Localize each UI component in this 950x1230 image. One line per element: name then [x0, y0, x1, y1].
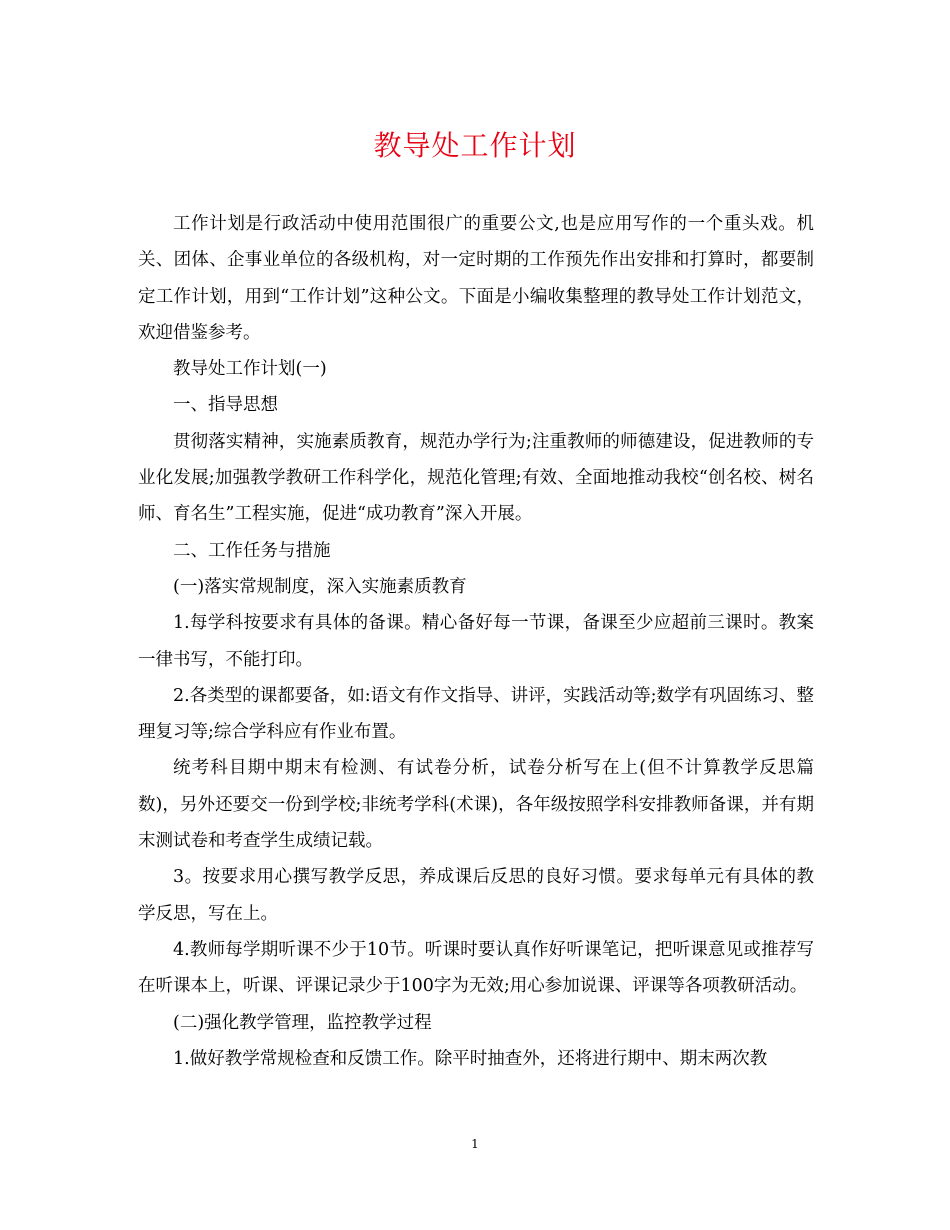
document-body — [138, 206, 814, 1077]
section-heading: 一、指导思想 — [173, 395, 278, 416]
paragraph: 工作计划是行政活动中使用范围很广的重要公文,也是应用写作的一个重头戏。机关、团体、企事业单位的各级机构，对一定时期的工作预先作出安排和打算时，都要制定工作计划，用到“工作计划”这种公文。下面是小编收集整理的教导处工作计划范文，欢迎借鉴参考。 — [138, 214, 814, 343]
subsection-heading: (二)强化教学管理，监控教学过程 — [173, 1012, 432, 1033]
paragraph: 4.教师每学期听课不少于10节。听课时要认真作好听课笔记，把听课意见或推荐写在听课本上，听课、评课记录少于100字为无效;用心参加说课、评课等各项教研活动。 — [138, 939, 814, 997]
page-number: 1 — [471, 1137, 479, 1151]
paragraph: 统考科目期中期末有检测、有试卷分析，试卷分析写在上(但不计算教学反思篇数)，另外还要交一份到学校;非统考学科(术课)，各年级按照学科安排教师备课，并有期末测试卷和考查学生成绩记载。 — [138, 758, 814, 852]
paragraph: 1.每学科按要求有具体的备课。精心备好每一节课，备课至少应超前三课时。教案一律书写，不能打印。 — [138, 613, 814, 670]
section-heading: 教导处工作计划(一) — [173, 359, 327, 380]
paragraph: 贯彻落实精神，实施素质教育，规范办学行为;注重教师的师德建设，促进教师的专业化发展;加强教学教研工作科学化，规范化管理;有效、全面地推动我校“创名校、树名师、育名生”工程实施，促进“成功教育”深入开展。 — [138, 431, 814, 525]
section-heading: 二、工作任务与措施 — [173, 540, 331, 561]
paragraph: 1.做好教学常规检查和反馈工作。除平时抽查外，还将进行期中、期末两次教 — [173, 1048, 768, 1069]
paragraph: 3。按要求用心撰写教学反思，养成课后反思的良好习惯。要求每单元有具体的教学反思，写在上。 — [138, 867, 814, 924]
document-title: 教导处工作计划 — [373, 129, 577, 162]
paragraph: 2.各类型的课都要备，如:语文有作文指导、讲评，实践活动等;数学有巩固练习、整理复习等;综合学科应有作业布置。 — [138, 685, 814, 743]
subsection-heading: (一)落实常规制度，深入实施素质教育 — [173, 576, 467, 597]
